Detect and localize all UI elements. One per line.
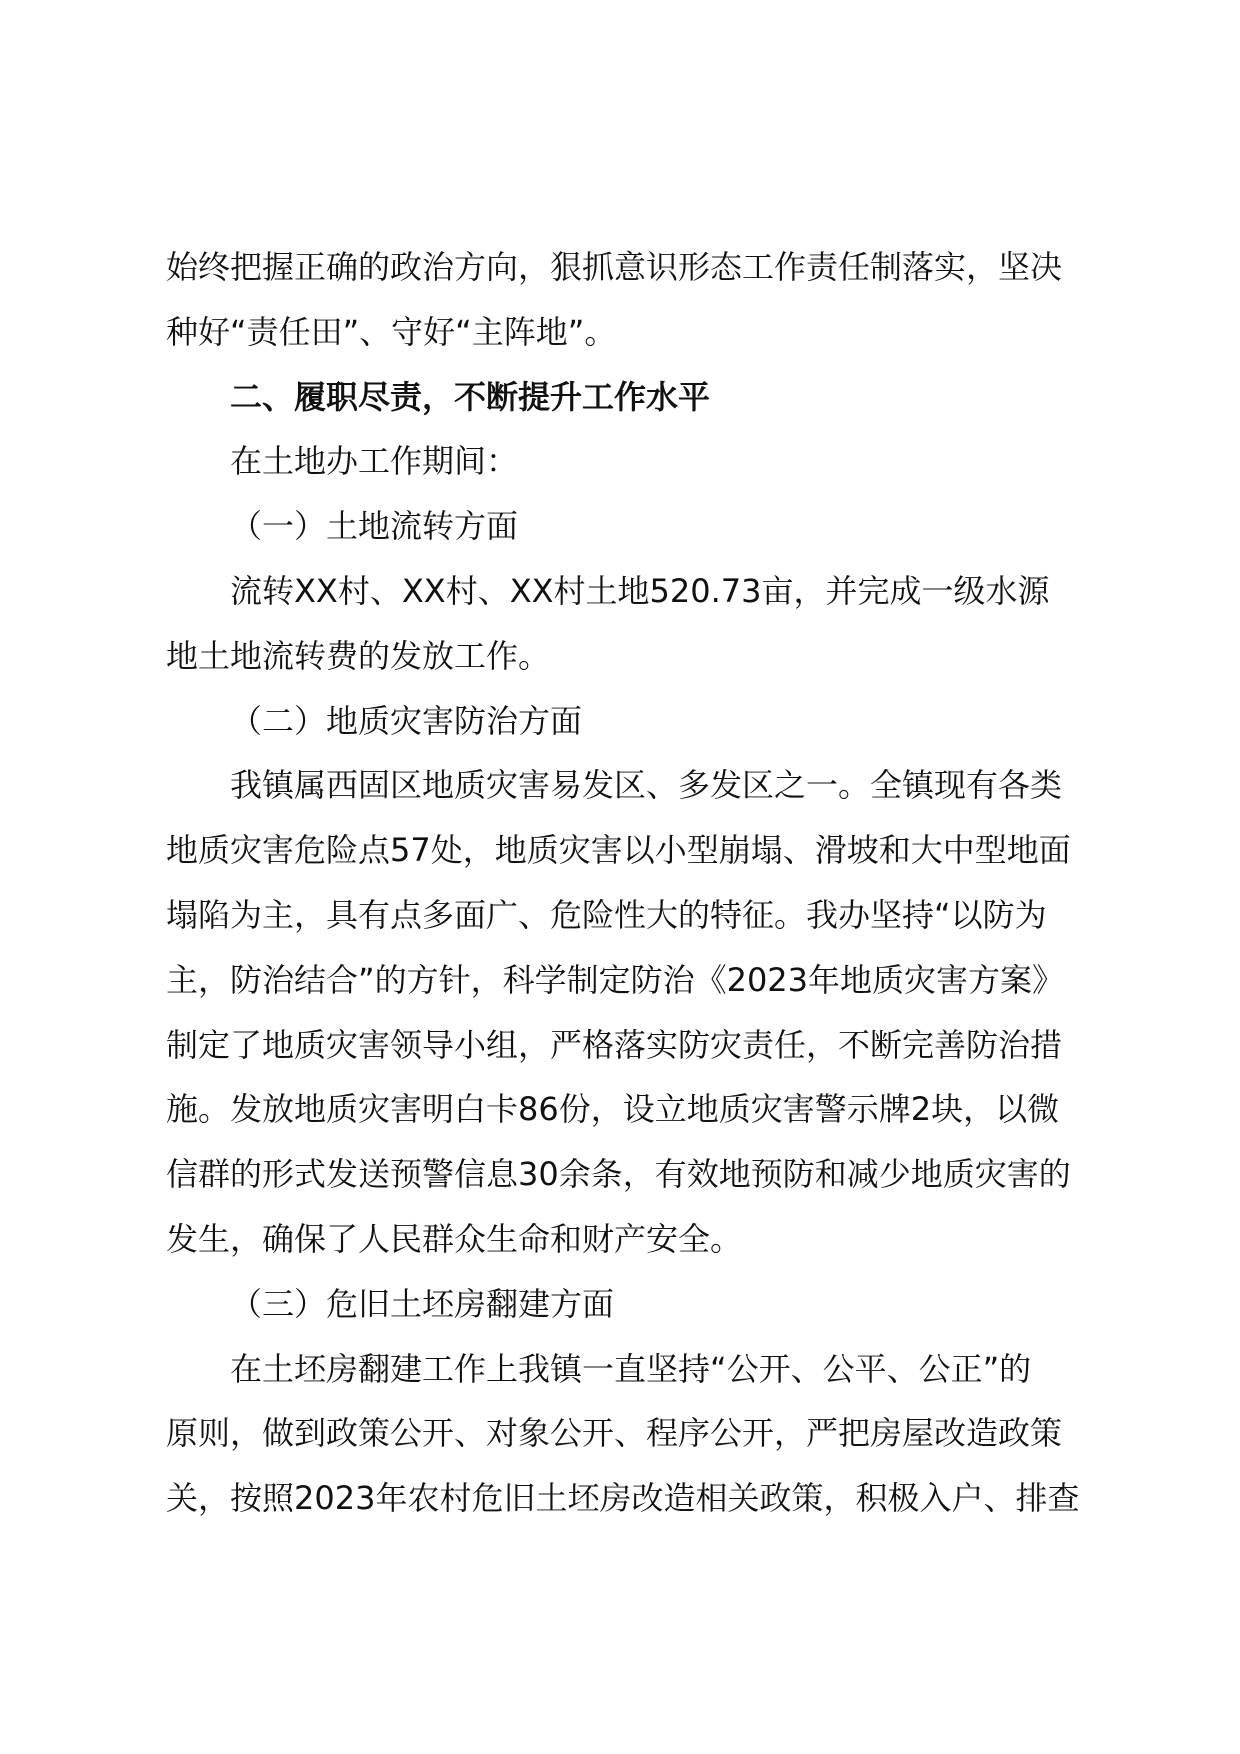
section-heading: 二、履职尽责，不断提升工作水平 [230,377,711,416]
document-body [166,235,1126,1531]
body-text-line: 地土地流转费的发放工作。 [166,636,551,675]
body-text-line: 流转XX村、XX村、XX村土地520.73亩，并完成一级水源 [230,571,1050,610]
body-text-line: 关，按照2023年农村危旧土坯房改造相关政策，积极入户、排查 [166,1479,1080,1518]
body-text-line: 施。发放地质灾害明白卡86份，设立地质灾害警示牌2块，以微 [166,1090,1060,1129]
body-text-line: 我镇属西固区地质灾害易发区、多发区之一。全镇现有各类 [230,766,1063,805]
body-text-line: 在土坯房翻建工作上我镇一直坚持“公开、公平、公正”的 [230,1349,1032,1388]
subsection-heading: （一）土地流转方面 [230,507,519,546]
body-text-line: 塌陷为主，具有点多面广、危险性大的特征。我办坚持“以防为 [166,895,1047,934]
body-text-line: 发生，确保了人民群众生命和财产安全。 [166,1219,743,1258]
body-text-line: 制定了地质灾害领导小组，严格落实防灾责任，不断完善防治措 [166,1025,1063,1064]
body-text-line: 在土地办工作期间： [230,442,519,481]
body-text-line: 原则，做到政策公开、对象公开、程序公开，严把房屋改造政策 [166,1414,1063,1453]
body-text-line: 始终把握正确的政治方向，狠抓意识形态工作责任制落实，坚决 [166,248,1063,286]
subsection-heading: （二）地质灾害防治方面 [230,701,583,740]
body-text-line: 主，防治结合”的方针，科学制定防治《2023年地质灾害方案》 [166,960,1065,999]
body-text-line: 信群的形式发送预警信息30余条，有效地预防和减少地质灾害的 [166,1155,1071,1194]
subsection-heading: （三）危旧土坯房翻建方面 [230,1284,615,1323]
body-text-line: 种好“责任田”、守好“主阵地”。 [166,312,617,351]
body-text-line: 地质灾害危险点57处，地质灾害以小型崩塌、滑坡和大中型地面 [166,831,1071,870]
